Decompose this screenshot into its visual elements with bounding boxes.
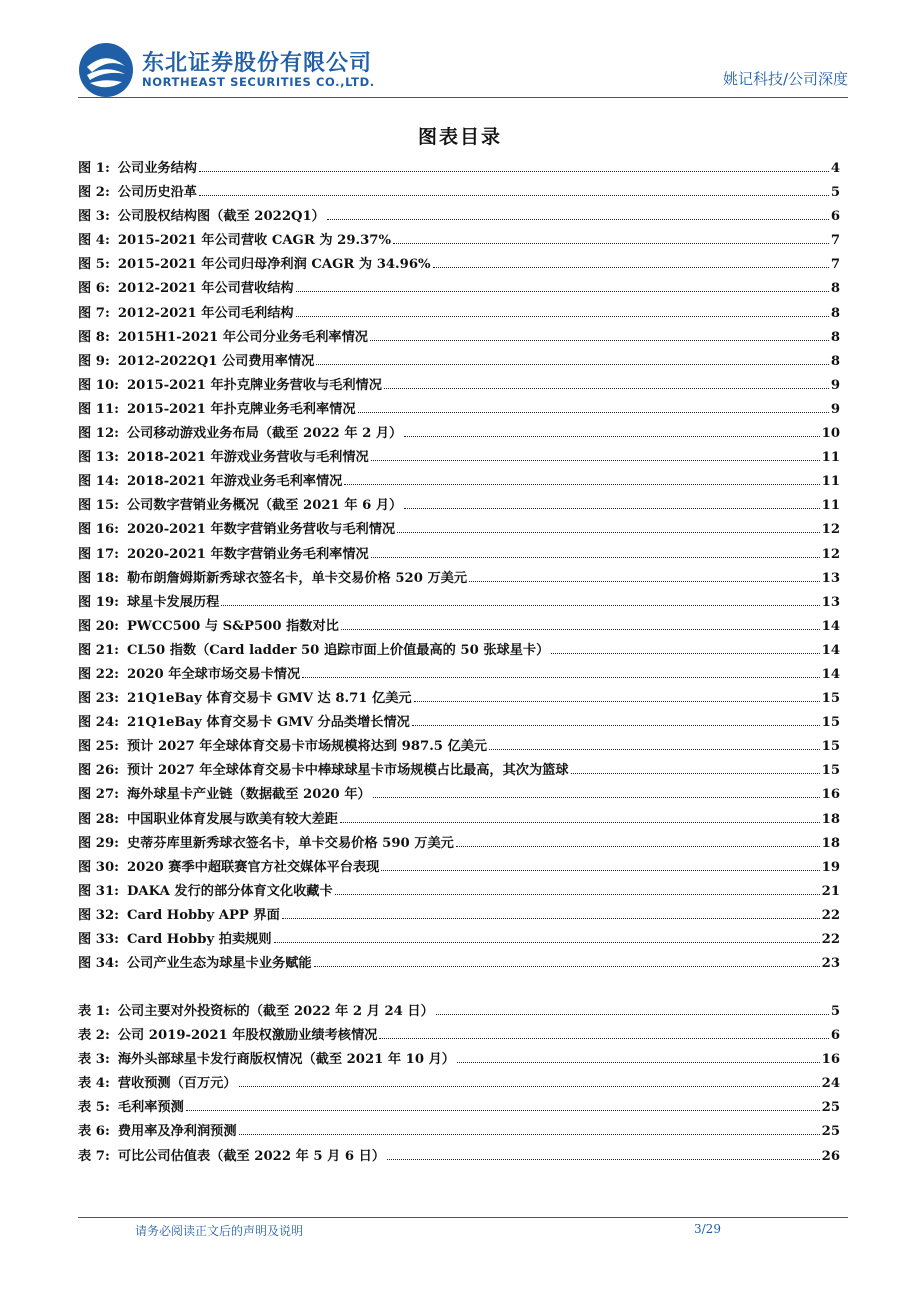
toc-table-entry[interactable] — [78, 1048, 840, 1072]
entry-page: 18 — [821, 811, 840, 827]
entry-title: 球星卡发展历程 — [127, 594, 220, 610]
toc-figure-entry[interactable] — [78, 422, 840, 446]
toc-table-entry[interactable] — [78, 1072, 840, 1096]
dot-leader — [296, 315, 829, 317]
toc-figure-entry[interactable] — [78, 543, 840, 567]
dot-leader — [373, 796, 820, 798]
toc-figure-entry[interactable] — [78, 928, 840, 952]
entry-title: 2018-2021 年游戏业务营收与毛利情况 — [127, 450, 369, 466]
dot-leader — [387, 1158, 820, 1160]
dot-leader — [551, 652, 819, 654]
entry-title: CL50 指数（Card ladder 50 追踪市面上价值最高的 50 张球星卡） — [127, 642, 550, 658]
entry-title: 公司数字营销业务概况（截至 2021 年 6 月） — [127, 498, 403, 514]
dot-leader — [316, 363, 829, 365]
entry-number: 图 23: — [78, 691, 119, 707]
toc-figure-entry[interactable] — [78, 687, 840, 711]
entry-number: 图 26: — [78, 763, 119, 779]
entry-number: 图 30: — [78, 859, 119, 875]
toc-figure-entry[interactable] — [78, 398, 840, 422]
entry-number: 图 22: — [78, 666, 119, 682]
entry-title: 2020 赛季中超联赛官方社交媒体平台表现 — [127, 859, 380, 875]
dot-leader — [282, 917, 820, 919]
entry-number: 图 34: — [78, 956, 119, 972]
toc-figure-entry[interactable] — [78, 253, 840, 277]
entry-number: 图 33: — [78, 932, 119, 947]
dot-leader — [274, 941, 820, 943]
entry-number: 图 9: — [78, 353, 110, 369]
entry-number: 图 28: — [78, 811, 119, 827]
entry-title: 21Q1eBay 体育交易卡 GMV 达 8.71 亿美元 — [127, 691, 412, 707]
dot-leader — [457, 1061, 820, 1063]
entry-page: 10 — [821, 426, 840, 442]
entry-title: 公司业务结构 — [117, 161, 197, 176]
entry-title: 史蒂芬库里新秀球衣签名卡，单卡交易价格 590 万美元 — [127, 835, 454, 851]
entry-title: 公司历史沿革 — [117, 185, 197, 201]
entry-title: 营收预测（百万元） — [117, 1076, 237, 1092]
entry-title: 毛利率预测 — [117, 1100, 184, 1116]
entry-number: 表 5: — [78, 1100, 110, 1116]
entry-title: 公司 2019-2021 年股权激励业绩考核情况 — [117, 1028, 378, 1044]
entry-page: 4 — [830, 161, 840, 176]
dot-leader — [221, 604, 819, 606]
toc-figure-entry[interactable] — [78, 639, 840, 663]
entry-title: 21Q1eBay 体育交易卡 GMV 分品类增长情况 — [127, 715, 410, 731]
entry-page: 6 — [830, 209, 840, 225]
entry-number: 图 8: — [78, 329, 110, 345]
entry-number: 图 19: — [78, 594, 119, 610]
entry-number: 图 5: — [78, 257, 110, 273]
entry-page: 19 — [821, 859, 840, 875]
entry-number: 图 14: — [78, 474, 119, 490]
entry-title: DAKA 发行的部分体育文化收藏卡 — [127, 883, 333, 899]
toc-figure-entry[interactable] — [78, 952, 840, 976]
toc-figure-entry[interactable] — [78, 374, 840, 398]
toc-figure-entry[interactable] — [78, 518, 840, 542]
entry-title: 2012-2021 年公司毛利结构 — [117, 305, 294, 321]
entry-number: 图 7: — [78, 305, 110, 321]
entry-page: 15 — [821, 739, 840, 755]
toc-figure-entry[interactable] — [78, 157, 840, 181]
toc-figure-entry[interactable] — [78, 277, 840, 301]
dot-leader — [397, 531, 820, 533]
dot-leader — [433, 266, 829, 268]
entry-number: 表 7: — [78, 1148, 110, 1164]
dot-leader — [341, 628, 820, 630]
entry-title: 2015-2021 年扑克牌业务毛利率情况 — [127, 401, 356, 417]
entry-number: 图 16: — [78, 522, 119, 538]
dot-leader — [344, 483, 819, 485]
entry-page: 15 — [821, 691, 840, 707]
toc-figure-entry[interactable] — [78, 470, 840, 494]
page-header — [78, 38, 848, 98]
table-list — [78, 1000, 840, 1169]
page-number: 3/29 — [694, 1222, 721, 1236]
dot-leader — [371, 556, 820, 558]
toc-figure-entry[interactable] — [78, 832, 840, 856]
toc-table-entry[interactable] — [78, 1096, 840, 1120]
dot-leader — [314, 965, 820, 967]
entry-page: 8 — [830, 281, 840, 297]
entry-title: 费用率及净利润预测 — [117, 1124, 237, 1140]
entry-page: 11 — [821, 450, 840, 466]
entry-title: 2012-2021 年公司营收结构 — [117, 281, 294, 297]
entry-number: 图 27: — [78, 787, 119, 803]
entry-page: 7 — [830, 233, 840, 249]
header-divider — [78, 97, 848, 98]
report-tag: 姚记科技/公司深度 — [722, 70, 848, 88]
entry-title: 公司移动游戏业务布局（截至 2022 年 2 月） — [127, 426, 403, 442]
entry-title: 2015-2021 年扑克牌业务营收与毛利情况 — [127, 377, 382, 393]
entry-page: 15 — [821, 715, 840, 731]
entry-page: 23 — [821, 956, 840, 972]
entry-page: 25 — [821, 1124, 840, 1140]
footer-disclaimer: 请务必阅读正文后的声明及说明 — [135, 1224, 304, 1238]
entry-title: 预计 2027 年全球体育交易卡市场规模将达到 987.5 亿美元 — [127, 739, 488, 755]
entry-page: 14 — [821, 666, 840, 682]
dot-leader — [489, 748, 820, 750]
entry-number: 图 10: — [78, 377, 119, 393]
dot-leader — [469, 580, 820, 582]
entry-number: 图 20: — [78, 618, 119, 634]
toc-figure-entry[interactable] — [78, 783, 840, 807]
dot-leader — [404, 507, 819, 509]
toc-figure-entry[interactable] — [78, 591, 840, 615]
entry-number: 图 12: — [78, 426, 119, 442]
toc-figure-entry[interactable] — [78, 181, 840, 205]
entry-page: 9 — [830, 401, 840, 417]
entry-page: 12 — [821, 522, 840, 538]
entry-page: 14 — [821, 618, 840, 634]
entry-title: 公司产业生态为球星卡业务赋能 — [127, 956, 312, 972]
dot-leader — [381, 869, 819, 871]
entry-page: 22 — [821, 932, 840, 947]
entry-page: 26 — [821, 1148, 840, 1164]
dot-leader — [335, 893, 820, 895]
dot-leader — [379, 1037, 828, 1039]
toc-title: 图表目录 — [417, 126, 502, 148]
entry-page: 25 — [821, 1100, 840, 1116]
entry-title: 2015H1-2021 年公司分业务毛利率情况 — [117, 329, 368, 345]
entry-title: 2015-2021 年公司营收 CAGR 为 29.37% — [117, 233, 391, 249]
entry-number: 图 29: — [78, 835, 119, 851]
entry-page: 21 — [821, 883, 840, 899]
entry-number: 图 21: — [78, 642, 119, 658]
dot-leader — [404, 435, 819, 437]
entry-page: 13 — [821, 594, 840, 610]
toc-figure-entry[interactable] — [78, 494, 840, 518]
entry-page: 8 — [830, 353, 840, 369]
entry-page: 5 — [830, 1004, 840, 1019]
entry-number: 图 17: — [78, 546, 119, 562]
dot-leader — [199, 194, 829, 196]
entry-number: 表 6: — [78, 1124, 110, 1140]
entry-number: 图 4: — [78, 233, 110, 249]
entry-number: 图 2: — [78, 185, 110, 201]
dot-leader — [327, 218, 829, 220]
toc-figure-entry[interactable] — [78, 615, 840, 639]
entry-number: 表 3: — [78, 1052, 110, 1068]
dot-leader — [456, 845, 820, 847]
entry-page: 5 — [830, 185, 840, 201]
entry-page: 24 — [821, 1076, 840, 1092]
dot-leader — [414, 700, 820, 702]
entry-number: 表 2: — [78, 1028, 110, 1044]
entry-page: 16 — [821, 1052, 840, 1068]
footer-divider — [78, 1217, 848, 1218]
entry-page: 8 — [830, 305, 840, 321]
entry-page: 9 — [830, 377, 840, 393]
company-name-cn: 东北证券股份有限公司 — [142, 51, 373, 76]
dot-leader — [302, 676, 819, 678]
entry-number: 图 13: — [78, 450, 119, 466]
entry-title: PWCC500 与 S&P500 指数对比 — [127, 618, 339, 634]
dot-leader — [358, 411, 829, 413]
toc-figure-entry[interactable] — [78, 205, 840, 229]
toc-figure-entry[interactable] — [78, 735, 840, 759]
toc-table-entry[interactable] — [78, 1024, 840, 1048]
entry-number: 图 32: — [78, 907, 119, 923]
entry-title: 海外头部球星卡发行商版权情况（截至 2021 年 10 月） — [117, 1052, 455, 1068]
entry-title: 2020-2021 年数字营销业务毛利率情况 — [127, 546, 369, 562]
entry-title: 2012-2022Q1 公司费用率情况 — [117, 353, 315, 369]
toc-table-entry[interactable] — [78, 1000, 840, 1024]
entry-page: 14 — [821, 642, 840, 658]
entry-title: 公司主要对外投资标的（截至 2022 年 2 月 24 日） — [117, 1004, 434, 1019]
entry-title: 2015-2021 年公司归母净利润 CAGR 为 34.96% — [117, 257, 431, 273]
entry-page: 16 — [821, 787, 840, 803]
toc-figure-entry[interactable] — [78, 326, 840, 350]
entry-number: 表 1: — [78, 1004, 110, 1019]
entry-number: 图 31: — [78, 883, 119, 899]
entry-title: 2020-2021 年数字营销业务营收与毛利情况 — [127, 522, 396, 538]
entry-page: 22 — [821, 907, 840, 923]
toc-figure-entry[interactable] — [78, 904, 840, 928]
entry-title: 公司股权结构图（截至 2022Q1） — [117, 209, 325, 225]
entry-number: 图 24: — [78, 715, 119, 731]
toc-figure-entry[interactable] — [78, 229, 840, 253]
entry-number: 图 6: — [78, 281, 110, 297]
entry-number: 图 11: — [78, 401, 119, 417]
figure-list — [78, 157, 840, 976]
entry-page: 7 — [830, 257, 840, 273]
toc-figure-entry[interactable] — [78, 567, 840, 591]
entry-title: 预计 2027 年全球体育交易卡中棒球球星卡市场规模占比最高，其次为篮球 — [127, 763, 569, 779]
entry-page: 15 — [821, 763, 840, 779]
dot-leader — [384, 387, 829, 389]
entry-title: Card Hobby 拍卖规则 — [127, 932, 272, 947]
entry-page: 8 — [830, 329, 840, 345]
dot-leader — [412, 724, 820, 726]
dot-leader — [571, 772, 820, 774]
entry-title: Card Hobby APP 界面 — [127, 907, 280, 923]
dot-leader — [186, 1109, 820, 1111]
toc-figure-entry[interactable] — [78, 808, 840, 832]
entry-page: 18 — [821, 835, 840, 851]
toc-figure-entry[interactable] — [78, 880, 840, 904]
entry-page: 6 — [830, 1028, 840, 1044]
toc-figure-entry[interactable] — [78, 663, 840, 687]
entry-page: 13 — [821, 570, 840, 586]
entry-number: 图 25: — [78, 739, 119, 755]
toc-figure-entry[interactable] — [78, 350, 840, 374]
entry-page: 12 — [821, 546, 840, 562]
entry-number: 图 3: — [78, 209, 110, 225]
dot-leader — [393, 242, 829, 244]
toc-figure-entry[interactable] — [78, 711, 840, 735]
entry-page: 11 — [821, 474, 840, 490]
entry-page: 11 — [821, 498, 840, 514]
northeast-securities-logo-icon — [78, 42, 134, 98]
entry-title: 可比公司估值表（截至 2022 年 5 月 6 日） — [117, 1148, 386, 1164]
entry-title: 海外球星卡产业链（数据截至 2020 年） — [127, 787, 371, 803]
toc-figure-entry[interactable] — [78, 302, 840, 326]
entry-number: 图 18: — [78, 570, 119, 586]
toc-figure-entry[interactable] — [78, 446, 840, 470]
toc-figure-entry[interactable] — [78, 856, 840, 880]
entry-title: 中国职业体育发展与欧美有较大差距 — [127, 811, 338, 827]
dot-leader — [370, 339, 829, 341]
dot-leader — [199, 170, 829, 172]
entry-title: 2018-2021 年游戏业务毛利率情况 — [127, 474, 343, 490]
entry-title: 2020 年全球市场交易卡情况 — [127, 666, 301, 682]
entry-number: 图 15: — [78, 498, 119, 514]
toc-figure-entry[interactable] — [78, 759, 840, 783]
entry-number: 图 1: — [78, 161, 110, 176]
entry-title: 勒布朗詹姆斯新秀球衣签名卡，单卡交易价格 520 万美元 — [127, 570, 468, 586]
dot-leader — [239, 1133, 820, 1135]
dot-leader — [436, 1013, 829, 1015]
dot-leader — [239, 1085, 820, 1087]
dot-leader — [340, 821, 820, 823]
company-name-en: NORTHEAST SECURITIES CO.,LTD. — [142, 75, 375, 89]
entry-number: 表 4: — [78, 1076, 110, 1092]
toc-table-entry[interactable] — [78, 1145, 840, 1169]
toc-table-entry[interactable] — [78, 1120, 840, 1144]
dot-leader — [371, 459, 820, 461]
dot-leader — [296, 290, 829, 292]
